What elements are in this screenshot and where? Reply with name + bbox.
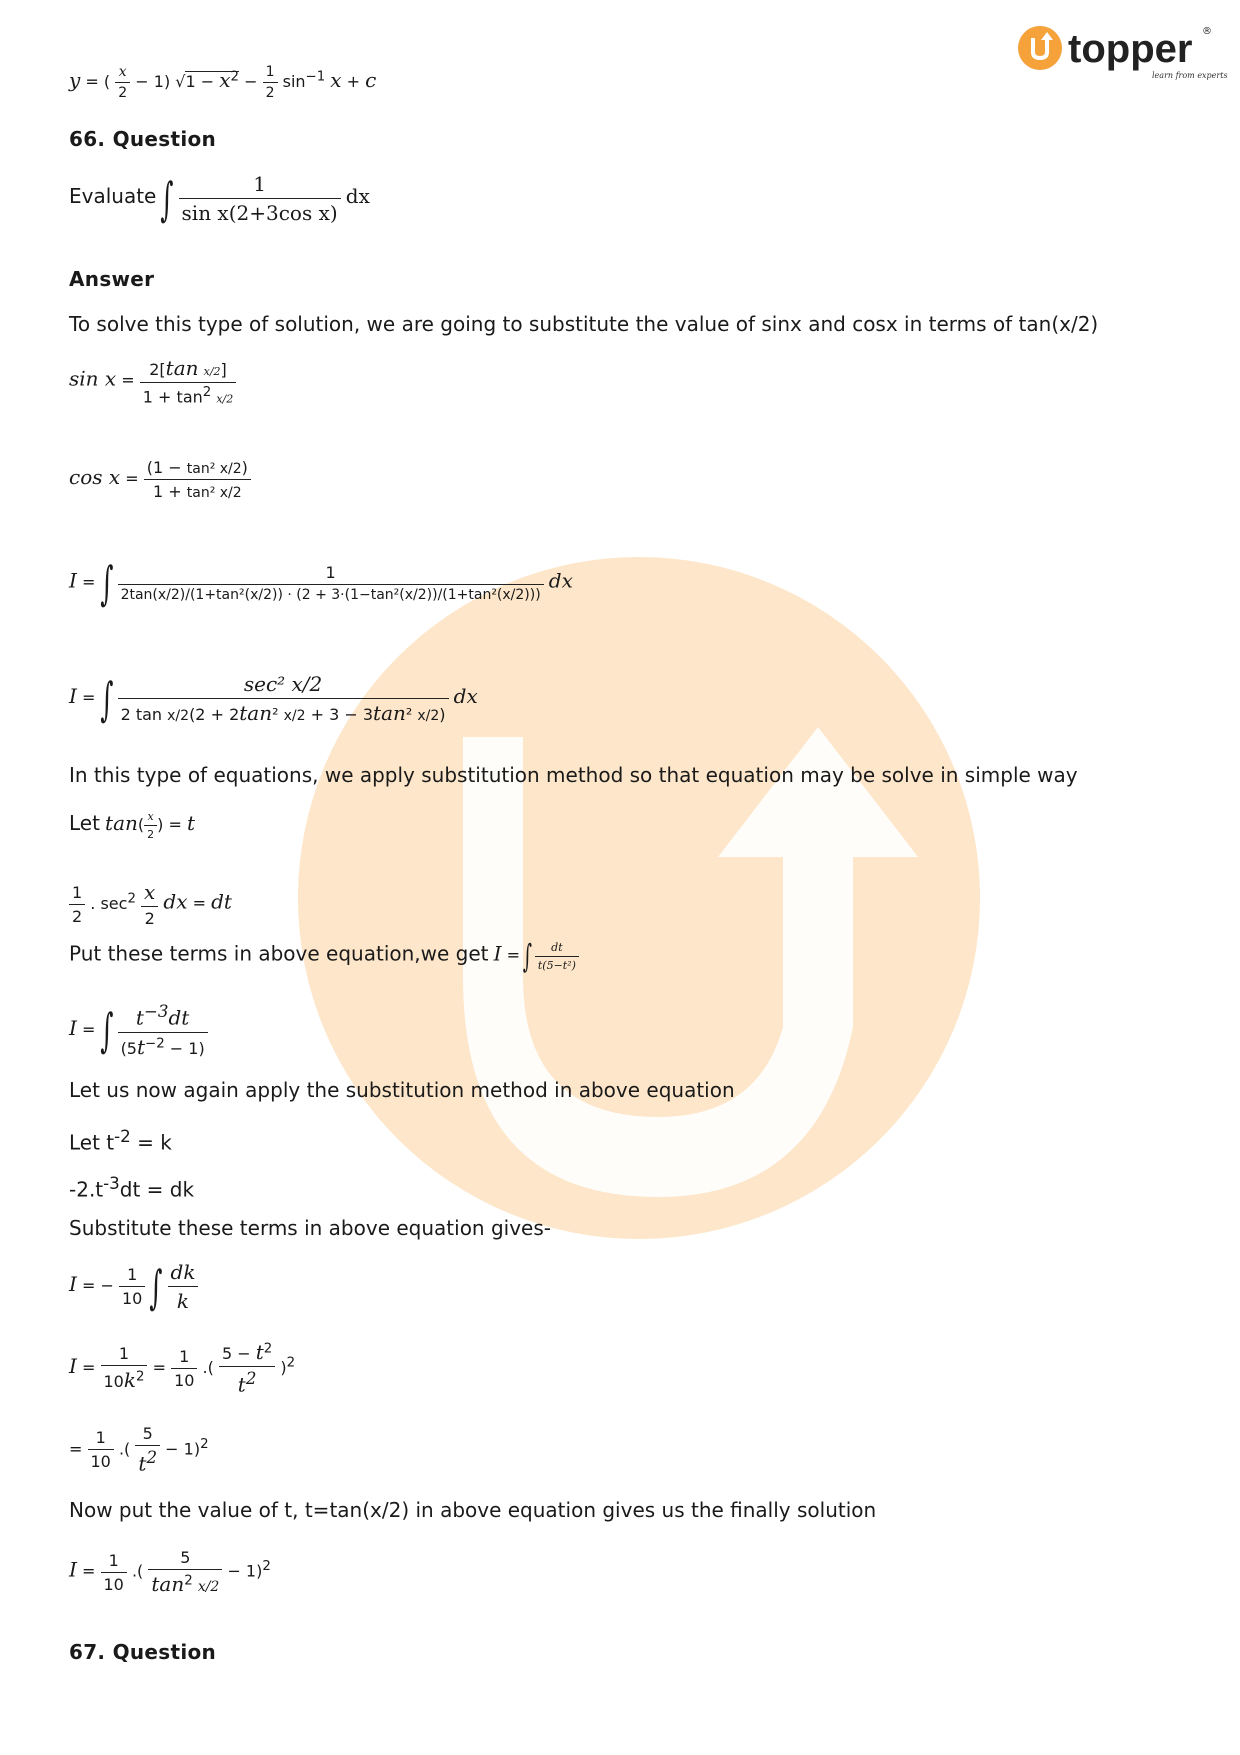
- topper-logo: [1016, 20, 1228, 84]
- equation-top: y = ( $\frac{x}{2}$ − 1) $√1 - x^2$ − $\frac{1}{2}$ $\sin^{-1} x + c$: [69, 64, 377, 101]
- sinx-formula: sin x = $\frac{\text{2[tan x/2]}}{1 + \tan^2 x/2}$: [69, 356, 236, 406]
- q67-heading: 67. Question: [69, 1640, 217, 1664]
- q66-heading: 66. Question: [69, 127, 217, 151]
- brand-name: topper: [1068, 27, 1193, 71]
- intro-text: To solve this type of solution, we are going to substitute the value of sinx and cosx in terms of tan(x/2): [69, 312, 1099, 336]
- method-note: In this type of equations, we apply substitution method so that equation may be solve in simple way: [69, 763, 1078, 787]
- again-note: Let us now again apply the substitution method in above equation: [69, 1078, 735, 1102]
- integral-step-4: I = − $\frac{1}{10}$ ∫ $\frac{dk}{k}$: [69, 1260, 198, 1313]
- evaluate-label: Evaluate: [69, 184, 157, 208]
- substitute-note: Substitute these terms in above equation gives-: [69, 1216, 551, 1240]
- dk-line: $-2.t^{-3}dt$ = dk: [69, 1174, 195, 1202]
- evaluate-equation: Evaluate ∫ $\frac{1}{\text{sin x(2+3cos x)}}$ dx: [69, 171, 370, 226]
- final-answer: I = $\frac{1}{10}$ .( $\frac{5}{\tan^2 x/2}$ − 1)$^2$: [69, 1548, 271, 1596]
- final-note: Now put the value of t, t=tan(x/2) in above equation gives us the finally solution: [69, 1498, 877, 1522]
- let-tan-t: Let tan( $\frac{x}{2}$ ) = t: [69, 810, 196, 841]
- watermark-logo: [298, 557, 980, 1239]
- differential-step: $\frac{1}{2}$ . $\sec^2$ $\frac{x}{2}$ dx = dt: [69, 880, 232, 928]
- integral-step-5: I = $\frac{1}{10k^2}$ = $\frac{1}{10}$ .( $\frac{5 - t^2}{t^2}$ )$^2$: [69, 1340, 296, 1397]
- svg-text:®: ®: [1202, 26, 1212, 37]
- integral-step-1: I = ∫ 1 2tan(x/2)/(1+tan²(x/2)) · (2 + 3·(1−tan²(x/2))/(1+tan²(x/2))) dx: [69, 556, 573, 610]
- cosx-formula: cos x = $\frac{\text{(1 − tan² x/2)}}{\text{1 + tan² x/2}}$: [69, 458, 251, 501]
- integral-step-3: I = ∫ $\frac{t^{-3}dt}{(5t^{-2} - 1)}$: [69, 1002, 208, 1059]
- integral-step-6: = $\frac{1}{10}$ .( $\frac{5}{t^2}$ − 1)$^2$: [69, 1424, 209, 1476]
- integral-step-2: I = ∫ $\frac{\text{sec² x/2}}{\text{2 tan x/2(2 + 2tan² x/2 + 3 − 3tan² x/2)}}$ dx: [69, 671, 478, 726]
- let-t2-line: Let $t^{-2} = k$: [69, 1127, 172, 1155]
- put-terms-line: Put these terms in above equation,we get I = ∫ $\frac{dt}{\text{t(5−t²)}}$: [69, 940, 579, 972]
- brand-tagline: learn from experts: [1152, 71, 1228, 80]
- answer-heading: Answer: [69, 267, 155, 291]
